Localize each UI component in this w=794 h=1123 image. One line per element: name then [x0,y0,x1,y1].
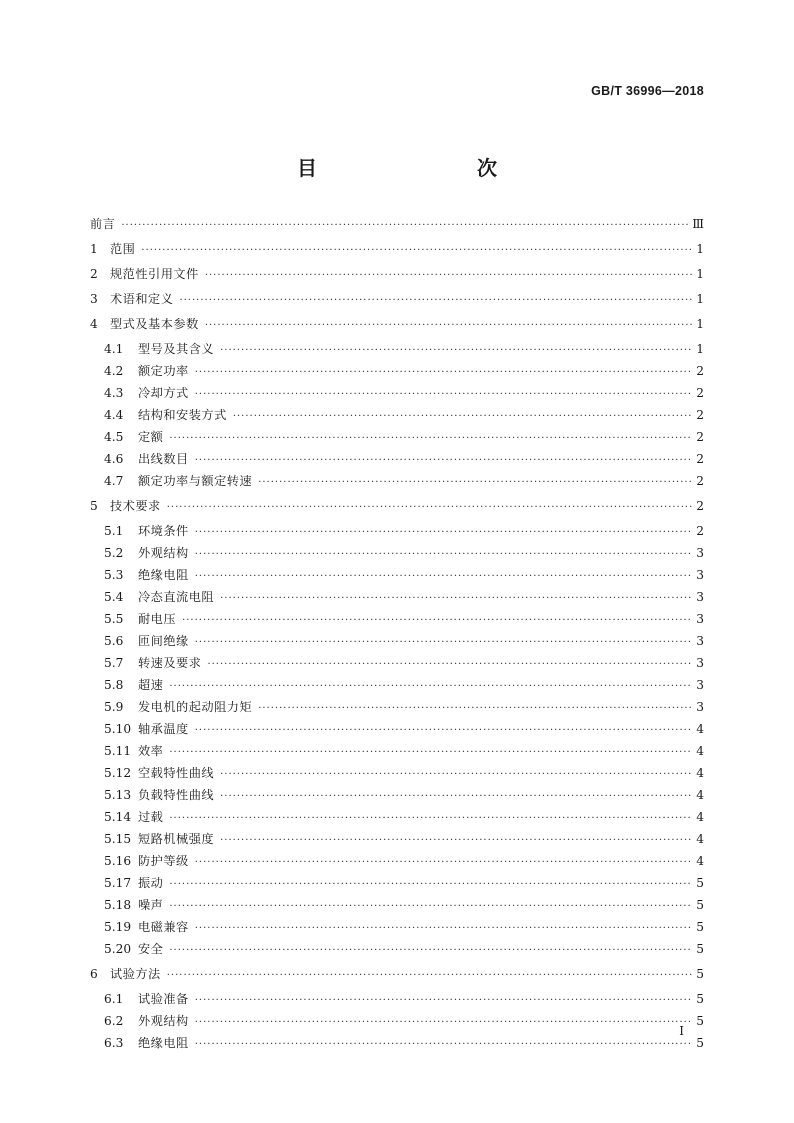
toc-entry[interactable] [90,339,704,361]
toc-leader-dots [195,384,692,405]
toc-entry-page: 5 [696,1036,704,1050]
toc-entry[interactable] [90,829,704,851]
toc-entry-number: 5.9 [104,700,124,714]
toc-entry-number: 3 [90,292,98,306]
toc-entry-number: 5.10 [104,722,132,736]
toc-entry-label: 外观结构 [138,1014,189,1028]
toc-entry-label: 结构和安装方式 [138,408,227,422]
toc-entry-page: 2 [696,524,704,538]
toc-entry[interactable] [90,939,704,961]
toc-entry-number: 5.11 [104,744,132,758]
toc-entry[interactable] [90,239,704,261]
toc-entry[interactable] [90,361,704,383]
toc-entry[interactable] [90,873,704,895]
toc-entry-page: 3 [696,678,704,692]
toc-entry[interactable] [90,675,704,697]
toc-entry-label: 匝间绝缘 [138,634,189,648]
toc-entry-label: 术语和定义 [110,292,174,306]
toc-entry-page: 4 [696,722,704,736]
toc-entry-number: 5.19 [104,920,132,934]
toc-entry[interactable] [90,314,704,336]
toc-entry-label: 防护等级 [138,854,189,868]
toc-entry-label: 过载 [138,810,164,824]
toc-leader-dots [195,918,692,939]
toc-entry[interactable] [90,543,704,565]
toc-entry-page: 4 [696,766,704,780]
toc-entry-label: 噪声 [138,898,164,912]
toc-entry-number: 5.17 [104,876,132,890]
toc-leader-dots [205,315,692,336]
toc-entry-label: 短路机械强度 [138,832,215,846]
toc-entry-number: 5.2 [104,546,124,560]
toc-leader-dots [169,676,692,697]
toc-entry[interactable] [90,785,704,807]
toc-leader-dots [205,265,692,286]
toc-entry-page: 4 [696,788,704,802]
toc-entry-number: 4.7 [104,474,124,488]
toc-entry-page: 4 [696,810,704,824]
toc-entry-page: 1 [696,242,704,256]
toc-entry-label: 转速及要求 [138,656,202,670]
toc-entry-number: 5.8 [104,678,124,692]
toc-entry-page: 5 [696,876,704,890]
toc-entry-page: 2 [696,499,704,513]
toc-entry-number: 6 [90,967,98,981]
toc-leader-dots [207,654,692,675]
toc-entry-page: 5 [696,920,704,934]
toc-entry[interactable] [90,264,704,286]
toc-entry-page: 2 [696,364,704,378]
toc-entry-label: 型式及基本参数 [110,317,199,331]
toc-entry-number: 5.4 [104,590,124,604]
toc-entry[interactable] [90,851,704,873]
toc-entry-page: Ⅲ [692,217,704,231]
toc-entry-number: 4.3 [104,386,124,400]
toc-entry-number: 5.14 [104,810,132,824]
toc-leader-dots [195,1012,692,1033]
toc-entry-page: 2 [696,452,704,466]
toc-entry[interactable] [90,565,704,587]
toc-entry[interactable] [90,895,704,917]
toc-entry-label: 试验方法 [110,967,161,981]
toc-entry[interactable] [90,214,704,236]
toc-entry[interactable] [90,1011,704,1033]
toc-entry-page: 5 [696,1014,704,1028]
toc-entry-label: 负载特性曲线 [138,788,215,802]
toc-entry-page: 4 [696,832,704,846]
toc-entry-page: 4 [696,854,704,868]
toc-leader-dots [121,215,688,236]
toc-entry-label: 前言 [90,217,116,231]
toc-leader-dots [167,497,692,518]
toc-entry-label: 绝缘电阻 [138,568,189,582]
footer-page-number: I [679,1024,684,1038]
toc-entry-label: 定额 [138,430,164,444]
toc-entry[interactable] [90,449,704,471]
toc-leader-dots [167,965,692,986]
toc-entry-page: 2 [696,408,704,422]
toc-entry-page: 3 [696,568,704,582]
toc-entry[interactable] [90,1033,704,1055]
toc-leader-dots [169,742,692,763]
toc-entry[interactable] [90,719,704,741]
standard-number: GB/T 36996—2018 [591,84,704,98]
toc-entry[interactable] [90,383,704,405]
toc-entry-number: 5.13 [104,788,132,802]
toc-entry-page: 3 [696,546,704,560]
toc-entry-label: 电磁兼容 [138,920,189,934]
toc-leader-dots [195,544,692,565]
toc-leader-dots [195,632,692,653]
toc-entry-number: 1 [90,242,98,256]
toc-entry-label: 振动 [138,876,164,890]
toc-entry-number: 5.6 [104,634,124,648]
toc-entry-label: 绝缘电阻 [138,1036,189,1050]
toc-entry-page: 3 [696,634,704,648]
toc-entry-number: 6.3 [104,1036,124,1050]
toc-entry-number: 4.5 [104,430,124,444]
toc-entry[interactable] [90,289,704,311]
toc-leader-dots [169,940,692,961]
toc-entry-label: 外观结构 [138,546,189,560]
toc-leader-dots [195,720,692,741]
toc-leader-dots [141,240,692,261]
toc-entry-page: 5 [696,898,704,912]
toc-entry-page: 1 [696,292,704,306]
toc-entry-label: 技术要求 [110,499,161,513]
toc-entry-page: 2 [696,386,704,400]
toc-entry-label: 冷态直流电阻 [138,590,215,604]
toc-entry[interactable] [90,521,704,543]
toc-entry[interactable] [90,763,704,785]
toc-leader-dots [169,428,692,449]
toc-entry-page: 1 [696,317,704,331]
toc-entry-label: 额定功率与额定转速 [138,474,253,488]
toc-entry-number: 5.3 [104,568,124,582]
toc-entry-number: 5.15 [104,832,132,846]
toc-entry[interactable] [90,989,704,1011]
toc-entry-page: 3 [696,612,704,626]
toc-entry[interactable] [90,427,704,449]
toc-entry-page: 2 [696,474,704,488]
toc-entry[interactable] [90,807,704,829]
toc-entry-number: 5.20 [104,942,132,956]
toc-entry-number: 5.16 [104,854,132,868]
toc-entry-label: 出线数目 [138,452,189,466]
toc-leader-dots [220,588,692,609]
toc-entry-label: 效率 [138,744,164,758]
toc-entry-number: 4 [90,317,98,331]
toc-leader-dots [258,698,692,719]
toc-entry-page: 4 [696,744,704,758]
toc-entry-label: 试验准备 [138,992,189,1006]
toc-entry-page: 3 [696,590,704,604]
toc-leader-dots [195,522,692,543]
toc-leader-dots [195,450,692,471]
toc-leader-dots [220,786,692,807]
toc-entry[interactable] [90,964,704,986]
toc-entry-label: 规范性引用文件 [110,267,199,281]
toc-entry-number: 5.7 [104,656,124,670]
toc-entry[interactable] [90,405,704,427]
toc-entry-number: 4.6 [104,452,124,466]
toc-leader-dots [220,830,692,851]
toc-leader-dots [169,874,692,895]
toc-entry-label: 范围 [110,242,136,256]
toc-entry-label: 空载特性曲线 [138,766,215,780]
toc-entry[interactable] [90,697,704,719]
toc-entry-page: 5 [696,942,704,956]
toc-entry[interactable] [90,471,704,493]
toc-entry-number: 5.18 [104,898,132,912]
toc-leader-dots [182,610,692,631]
toc-entry-label: 轴承温度 [138,722,189,736]
toc-entry[interactable] [90,587,704,609]
toc-entry[interactable] [90,609,704,631]
toc-entry-label: 发电机的起动阻力矩 [138,700,253,714]
toc-leader-dots [169,896,692,917]
toc-entry-label: 超速 [138,678,164,692]
toc-leader-dots [195,1034,692,1055]
table-of-contents [90,214,704,1055]
toc-entry-label: 型号及其含义 [138,342,215,356]
page-title: 目 次 [297,156,537,180]
toc-entry[interactable] [90,917,704,939]
toc-entry-label: 冷却方式 [138,386,189,400]
toc-entry-number: 2 [90,267,98,281]
toc-entry-page: 1 [696,267,704,281]
toc-entry[interactable] [90,741,704,763]
toc-leader-dots [220,340,692,361]
toc-entry-number: 6.1 [104,992,124,1006]
toc-entry-number: 5 [90,499,98,513]
toc-leader-dots [195,852,692,873]
toc-leader-dots [195,566,692,587]
toc-leader-dots [233,406,692,427]
toc-entry-page: 3 [696,656,704,670]
toc-entry-page: 5 [696,992,704,1006]
toc-entry-label: 耐电压 [138,612,177,626]
toc-leader-dots [169,808,692,829]
toc-entry-page: 1 [696,342,704,356]
toc-entry[interactable] [90,496,704,518]
toc-entry[interactable] [90,631,704,653]
toc-leader-dots [179,290,692,311]
toc-leader-dots [195,990,692,1011]
toc-entry-label: 安全 [138,942,164,956]
toc-entry-number: 4.2 [104,364,124,378]
toc-entry-number: 5.1 [104,524,124,538]
toc-entry-number: 6.2 [104,1014,124,1028]
toc-entry-page: 2 [696,430,704,444]
toc-entry-label: 环境条件 [138,524,189,538]
toc-leader-dots [195,362,692,383]
toc-entry-number: 5.5 [104,612,124,626]
toc-entry-number: 4.4 [104,408,124,422]
toc-entry[interactable] [90,653,704,675]
toc-entry-number: 5.12 [104,766,132,780]
toc-leader-dots [258,472,692,493]
toc-entry-label: 额定功率 [138,364,189,378]
toc-entry-number: 4.1 [104,342,124,356]
toc-leader-dots [220,764,692,785]
toc-entry-page: 3 [696,700,704,714]
toc-entry-page: 5 [696,967,704,981]
